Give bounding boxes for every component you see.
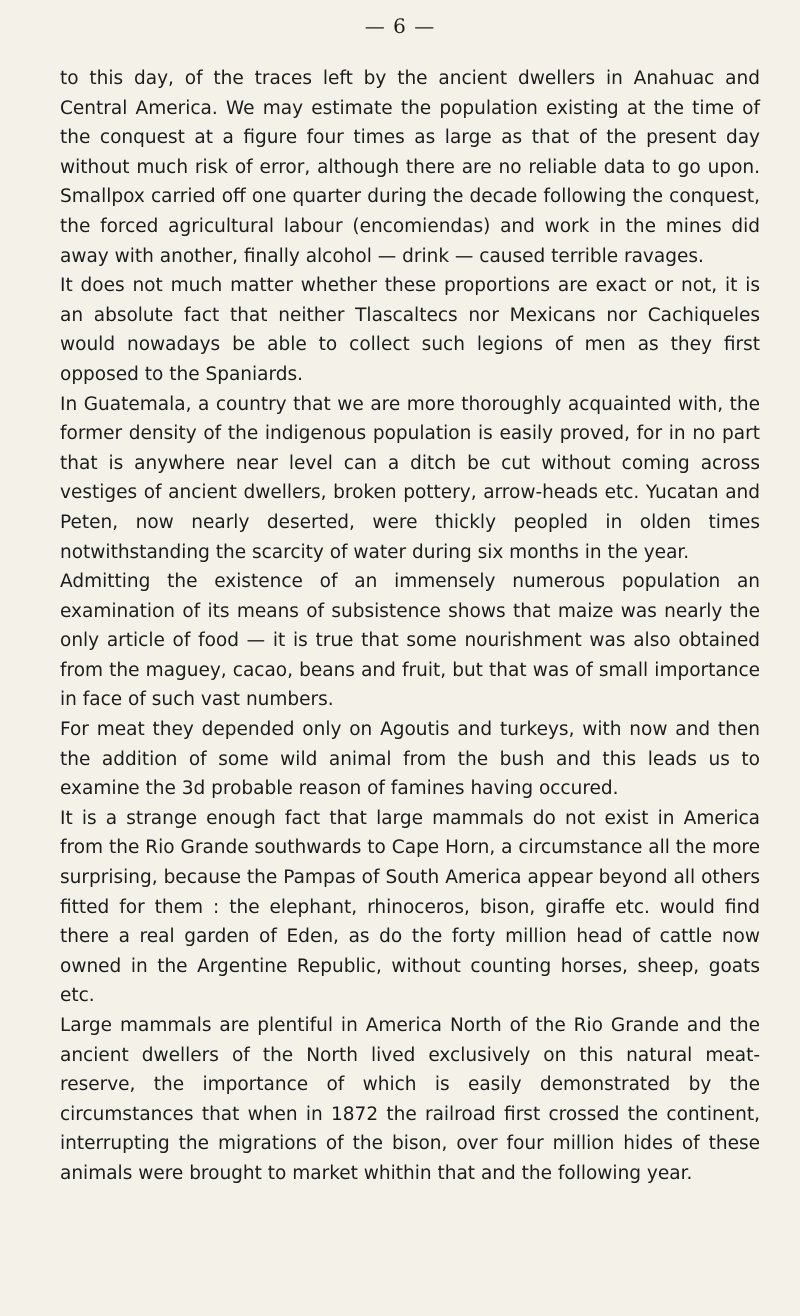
paragraph-7: Large mammals are plentiful in America North of the Rio Grande and the ancient dwellers of the North lived exclusively on this natural meat-reserve, the importance of which is easily demonstrated by the circumstances that when in 1872 the railroad first crossed the continent, interrupting the migrations of the bison, over four million hides of these animals were brought to market whithin that and the following year. [60,1015,760,1184]
paragraph-3: In Guatemala, a country that we are more thoroughly acquainted with, the former density of the indigenous population is easily proved, for in no part that is anywhere near level can a ditch be cut without coming across vestiges of ancient dwellers, broken pottery, arrow-heads etc. Yucatan and Peten, now nearly deserted, were thickly peopled in olden times notwithstanding the scarcity of water during six months in the year. [60,393,760,563]
paragraph-5: For meat they depended only on Agoutis and turkeys, with now and then the addition of some wild animal from the bush and this leads us to examine the 3d probable reason of famines having occured. [60,719,760,800]
paragraph-1: to this day, of the traces left by the ancient dwellers in Anahuac and Central America. We may estimate the population existing at the time of the conquest at a figure four times as large as that of the present day without much risk of error, although there are no reliable data to go upon. Smallpox carried off one quarter during the decade following the conquest, the forced agricultural labour (encomiendas) and work in the mines did away with another, finally alcohol — drink — caused terrible ravages. [60,68,760,267]
paragraph-4: Admitting the existence of an immensely numerous population an examination of its means of subsistence shows that maize was nearly the only article of food — it is true that some nourishment was also obtained from the maguey, cacao, beans and fruit, but that was of small importance in face of such vast numbers. [60,571,760,711]
body-text [60,64,760,1189]
page-number: — 6 — [364,14,436,38]
paragraph-2: It does not much matter whether these proportions are exact or not, it is an absolute fact that neither Tlascaltecs nor Mexicans nor Cachiqueles would nowadays be able to collect such legions of men as they first opposed to the Spaniards. [60,275,760,385]
paragraph-6: It is a strange enough fact that large mammals do not exist in America from the Rio Grande southwards to Cape Horn, a circumstance all the more surprising, because the Pampas of South America appear beyond all others fitted for them : the elephant, rhinoceros, bison, giraffe etc. would find there a real garden of Eden, as do the forty million head of cattle now owned in the Argentine Republic, without counting horses, sheep, goats etc. [60,807,760,1007]
